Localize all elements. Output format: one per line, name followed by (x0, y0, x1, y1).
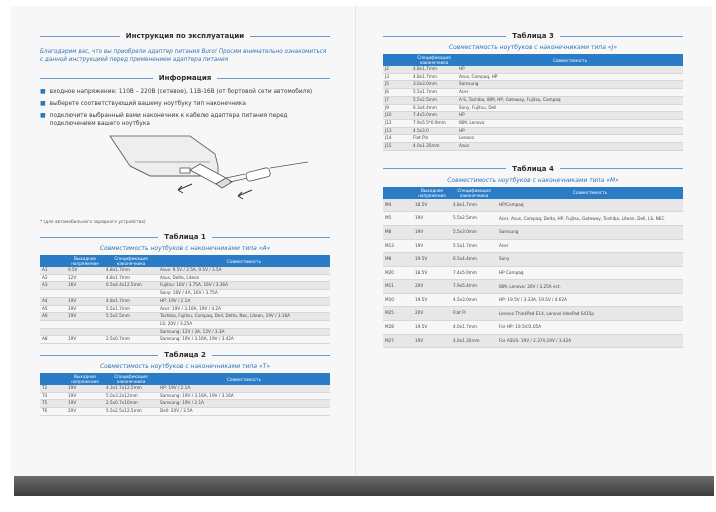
table-cell: T5 (40, 400, 66, 408)
table-header-cell (40, 373, 66, 385)
table-cell: J10 (383, 112, 411, 120)
table-cell: Toshiba, Fujitsu, Compaq, Dell, Delta, Nec, Liteon, 19V / 3.16A (158, 313, 330, 321)
table4-subtitle: Совместимость ноутбуков с наконечниками типа «M» (447, 176, 619, 184)
table-header-cell: Спецификация наконечника (411, 54, 457, 66)
table3-body (383, 66, 683, 150)
table-cell: Sony: 16V / 4A, 16V / 3.75A (158, 290, 330, 298)
table-cell: 16V (66, 282, 104, 290)
table-cell: Samsung (457, 81, 683, 89)
table-cell: IBM, Lenovo (457, 119, 683, 127)
heading-rule (250, 36, 330, 37)
table1-heading (40, 231, 330, 243)
table-row (383, 66, 683, 73)
table-cell: 19V (413, 225, 451, 239)
table-cell (40, 328, 66, 336)
table-cell: 9.5V (66, 267, 104, 274)
table-cell: J2 (383, 66, 411, 73)
table2-heading (40, 349, 330, 361)
table-cell: 20V (413, 280, 451, 294)
table-cell: J14 (383, 135, 411, 143)
table4-body (383, 199, 683, 348)
table-cell: Flat Pin (411, 135, 457, 143)
table-cell: 4.5x3.0mm (451, 293, 497, 307)
table4-title: Таблица 4 (512, 164, 554, 173)
table-cell: Acer (497, 239, 683, 253)
table-cell: 19V (413, 334, 451, 348)
table-row (383, 135, 683, 143)
table1-subtitle: Совместимость ноутбуков с наконечниками типа «A» (99, 245, 271, 252)
heading-rule (217, 78, 330, 79)
heading-rule (383, 168, 506, 169)
bullet-item (40, 100, 330, 108)
table-cell: M13 (383, 239, 413, 253)
table-row (383, 253, 683, 267)
table-cell: 4.8x1.7mm (451, 199, 497, 212)
table-row (383, 119, 683, 127)
bullet-text: входное напряжение: 110В – 220В (сетевое), 11В-16В (от бортовой сети автомобиля) (49, 89, 313, 95)
heading-rule (560, 168, 683, 169)
table-row (383, 212, 683, 226)
table-cell: 5.5x2.5mm (104, 313, 158, 321)
table-row (383, 89, 683, 97)
table-row (383, 96, 683, 104)
table-cell: 19.5V (413, 253, 451, 267)
bullet-icon: ■ (40, 88, 46, 95)
table-row (40, 320, 330, 328)
table-cell: 7.9x5.5*0.9mm (411, 119, 457, 127)
table-cell: HP: 19V / 2.1A (158, 297, 330, 305)
table-cell: A-S, Toshiba, IBM, HP, Gateway, Fujitsu, Compaq (457, 96, 683, 104)
table-cell: M10 (383, 293, 413, 307)
table3-title: Таблица 3 (512, 32, 554, 40)
table-cell: J7 (383, 96, 411, 104)
table-row (40, 297, 330, 305)
table-cell: 4.5x3.0 (411, 127, 457, 135)
table-cell: M4 (383, 199, 413, 212)
table-cell: A1 (40, 267, 66, 274)
intro-text: Благодарим вас, что вы приобрели адаптер питания Buro! Просим внимательно ознакомиться с данной инструкцией перед применением адаптера питания (40, 49, 327, 63)
left-column (40, 30, 330, 416)
table-cell: 5.5x1.7mm (411, 89, 457, 97)
table-row (40, 385, 330, 392)
table-header-cell: Совместимость (158, 255, 330, 267)
table-row (40, 328, 330, 336)
bullet-icon: ■ (40, 112, 46, 119)
heading-rule (40, 78, 153, 79)
table-header-cell (383, 54, 411, 66)
heading-rule (383, 36, 506, 37)
table-cell: 6.5x4.4x12.5mm (104, 282, 158, 290)
table-cell: A5 (40, 305, 66, 313)
table3-heading (383, 30, 683, 42)
table-cell: Asus, Delta, Liteon (158, 274, 330, 282)
table-cell: 4.0x1.35mm (411, 143, 457, 151)
table-cell: 4.8x1.7mm (104, 297, 158, 305)
table-cell: 2.5x0.7x10mm (104, 400, 158, 408)
table-cell: Asus: 9.5V / 2.5A, 9.5V / 3.5A (158, 267, 330, 274)
table-cell: Lenovo (457, 135, 683, 143)
table-row (383, 104, 683, 112)
table2-subtitle: Совместимость ноутбуков с наконечниками типа «T» (99, 363, 271, 371)
table-cell: J3 (383, 73, 411, 81)
table-cell: 5.5x3.0mm (451, 225, 497, 239)
table-cell: Samsung: 19V / 2.1A (158, 400, 330, 408)
footnote: * (для автомобильного зарядного устройства) (40, 220, 146, 225)
table3 (383, 54, 683, 151)
table-cell: HP: 19V / 2.1A (158, 385, 330, 392)
table-row (383, 266, 683, 280)
table-cell: J15 (383, 143, 411, 151)
table-row (40, 313, 330, 321)
table-header-cell: Совместимость (497, 187, 683, 199)
table-cell: 4.3x1.7x12.5mm (104, 385, 158, 392)
table-row (40, 408, 330, 416)
table-cell: T2 (40, 385, 66, 392)
table-cell: Samsung: 12V / 3A, 12V / 3.3A (158, 328, 330, 336)
table-row (40, 290, 330, 298)
table-header-row (383, 54, 683, 66)
table-cell: J12 (383, 119, 411, 127)
table-header-cell: Выходное напряжение (413, 187, 451, 199)
table-cell: 12V (66, 274, 104, 282)
table-cell: 4.8x1.7mm (411, 66, 457, 73)
table-cell: 19V (66, 305, 104, 313)
table-cell: M11 (383, 280, 413, 294)
table-cell: HP Compaq (497, 266, 683, 280)
table-cell: Samsung (497, 225, 683, 239)
table-cell (66, 320, 104, 328)
table-cell: 18.5V (413, 266, 451, 280)
table-cell: A4 (40, 297, 66, 305)
table-cell: 19V (413, 239, 451, 253)
table-cell: Lenovo ThinkPad E14, Lenovo IdeaPad S415p (497, 307, 683, 321)
table-cell (104, 328, 158, 336)
table-cell: 20V (66, 408, 104, 416)
instructions-title: Инструкция по эксплуатации (125, 32, 245, 40)
table1 (40, 255, 330, 344)
table-cell: A6 (40, 313, 66, 321)
table-header-row (383, 187, 683, 199)
heading-rule (212, 355, 330, 356)
table-cell: M25 (383, 307, 413, 321)
table-cell: M5 (383, 212, 413, 226)
table-cell: A8 (40, 336, 66, 344)
table-cell: 6.5x4.4mm (451, 253, 497, 267)
table-cell: A3 (40, 282, 66, 290)
table-row (40, 400, 330, 408)
table-cell: Dell: 20V / 3.5A (158, 408, 330, 416)
table-cell: J9 (383, 104, 411, 112)
table3-subtitle: Совместимость ноутбуков с наконечниками типа «J» (448, 44, 618, 51)
bullet-text: подключите выбранный вами наконечник к кабелю адаптера питания перед подключением вашего ноутбука (49, 113, 288, 127)
table-cell: Samsung: 19V / 3.16A, 19V / 3.16A (158, 392, 330, 400)
table-header-cell: Спецификация наконечника (451, 187, 497, 199)
table-cell: Fujitsu: 16V / 3.75A, 16V / 3.36A (158, 282, 330, 290)
table-header-row (40, 255, 330, 267)
right-column (383, 30, 683, 348)
table-cell: For ASUS: 19V / 2.37A,19V / 3.42A (497, 334, 683, 348)
table-cell: M27 (383, 334, 413, 348)
table-row (40, 274, 330, 282)
table-cell: M8 (383, 225, 413, 239)
table-row (383, 73, 683, 81)
table-header-cell: Выходное напряжение (66, 255, 104, 267)
heading-rule (212, 237, 330, 238)
table-cell (66, 328, 104, 336)
table-cell: 5.5x1.7mm (451, 239, 497, 253)
table-row (383, 321, 683, 335)
table-cell: 5.5x2.5x12.5mm (104, 408, 158, 416)
table-cell (104, 320, 158, 328)
table-cell (104, 290, 158, 298)
table-header-row (40, 373, 330, 385)
table-cell: For HP: 19.5V/2.05A (497, 321, 683, 335)
table4 (383, 187, 683, 349)
table-header-cell: Спецификация наконечника (104, 255, 158, 267)
table-cell: HP (457, 112, 683, 120)
table-cell (66, 290, 104, 298)
table-cell: Flat Pi (451, 307, 497, 321)
table2 (40, 373, 330, 416)
bullet-text: выберете соответствующий вашему ноутбуку тип наконечника (49, 101, 246, 107)
heading-rule (40, 355, 158, 356)
table-cell: J13 (383, 127, 411, 135)
table-row (40, 336, 330, 344)
table-row (383, 81, 683, 89)
table-cell: Asus (457, 143, 683, 151)
table-header-cell: Спецификация наконечника (104, 373, 158, 385)
table1-title: Таблица 1 (164, 233, 206, 241)
table-row (40, 305, 330, 313)
table-row (383, 307, 683, 321)
laptop-plug-drawing (40, 132, 330, 218)
table-row (383, 199, 683, 212)
table-cell: Acer (457, 89, 683, 97)
table-cell: M8 (383, 253, 413, 267)
info-heading (40, 72, 330, 84)
table-row (383, 280, 683, 294)
table-cell: LS: 20V / 3.25A (158, 320, 330, 328)
table-cell: 19V (66, 400, 104, 408)
table-cell: 5.5x1.7mm (104, 305, 158, 313)
table-cell: 6.3x4.4mm (411, 104, 457, 112)
table-cell: M20 (383, 266, 413, 280)
table-cell: 19V (66, 385, 104, 392)
table-header-cell: Совместимость (158, 373, 330, 385)
info-title: Информация (158, 74, 212, 82)
table-cell: 4.0x1.7mm (451, 321, 497, 335)
table-cell: 19V (413, 212, 451, 226)
table-cell: 4.8x1.7mm (104, 274, 158, 282)
table1-body (40, 267, 330, 344)
table-cell (40, 320, 66, 328)
scan-shadow (14, 476, 714, 496)
table-cell: IBM, Lenovo: 20V / 3.25A ect. (497, 280, 683, 294)
table-row (40, 267, 330, 274)
table-cell: 4.0x1.35mm (451, 334, 497, 348)
table-cell: HP (457, 127, 683, 135)
table-cell: HP (457, 66, 683, 73)
table-row (383, 112, 683, 120)
table-cell: 3.0x3.0mm (411, 81, 457, 89)
instructions-heading (40, 30, 330, 42)
table-cell: 19.5V (413, 293, 451, 307)
table-row (40, 392, 330, 400)
table-cell: 5.5x2.5mm (451, 212, 497, 226)
table-cell: 2.5x0.7mm (104, 336, 158, 344)
bullet-item (40, 88, 330, 96)
table-row (383, 225, 683, 239)
table2-title: Таблица 2 (164, 351, 206, 360)
table-cell: J6 (383, 89, 411, 97)
table-cell: HP/Compaq (497, 199, 683, 212)
heading-rule (560, 36, 683, 37)
table-cell: 19V (66, 336, 104, 344)
table-cell: 4.8x1.7mm (411, 73, 457, 81)
table-cell: Sony (497, 253, 683, 267)
bullet-icon: ■ (40, 100, 46, 107)
table-cell: 19V (66, 392, 104, 400)
bullet-item (40, 112, 330, 128)
table-header-cell: Выходное напряжение (66, 373, 104, 385)
table-header-cell (383, 187, 413, 199)
table2-body (40, 385, 330, 415)
laptop-connection-illustration (40, 132, 330, 218)
table-row (383, 334, 683, 348)
table-header-cell (40, 255, 66, 267)
table-cell: J5 (383, 81, 411, 89)
table-cell: Asus, Compaq, HP (457, 73, 683, 81)
table-row (383, 239, 683, 253)
heading-rule (40, 36, 120, 37)
table-cell: 5.0x3.2x12mm (104, 392, 158, 400)
heading-rule (40, 237, 158, 238)
table-cell: 20V (413, 307, 451, 321)
table-header-cell: Совместимость (457, 54, 683, 66)
table-cell: 18.5V (413, 199, 451, 212)
table-cell: 19V (66, 313, 104, 321)
page-fold (355, 6, 356, 476)
table-cell: A2 (40, 274, 66, 282)
table-cell: Acer: 19V / 3.16A, 19V / 4.2A (158, 305, 330, 313)
table-cell: 7.9x5.4mm (451, 280, 497, 294)
table-cell: 19V (66, 297, 104, 305)
table-cell: 7.4x5.0mm (451, 266, 497, 280)
table-cell: T6 (40, 408, 66, 416)
table-row (40, 282, 330, 290)
table-row (383, 127, 683, 135)
table4-heading (383, 163, 683, 175)
table-cell: 4.8x1.7mm (104, 267, 158, 274)
table-cell: Acer, Asus, Compaq, Delta, HP, Fujitsu, Gateway, Toshiba, Liteon, Dell, LS, NEC (497, 212, 683, 226)
table-cell: HP: 19.5V / 3.33A, 19.5V / 4.62A (497, 293, 683, 307)
table-row (383, 143, 683, 151)
table-cell: 19.5V (413, 321, 451, 335)
table-cell: Samsung: 19V / 3.16A, 19V / 3.42A (158, 336, 330, 344)
table-cell (40, 290, 66, 298)
table-cell: T4 (40, 392, 66, 400)
table-cell: M28 (383, 321, 413, 335)
table-cell: Sony, Fujitsu, Dell (457, 104, 683, 112)
table-cell: 5.5x2.5mm (411, 96, 457, 104)
table-row (383, 293, 683, 307)
table-cell: 7.4x5.0mm (411, 112, 457, 120)
